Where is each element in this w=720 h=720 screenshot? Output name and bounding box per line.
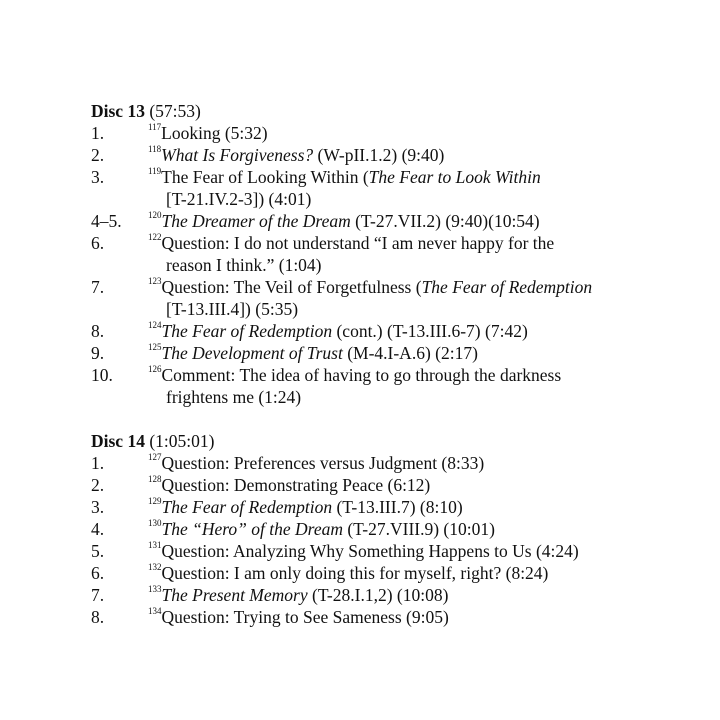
work-title: The Development of Trust — [161, 343, 343, 363]
track-number: 9. — [91, 343, 105, 363]
track-number: 5. — [91, 541, 105, 561]
track-text: [T-21.IV.2-3]) (4:01) — [166, 189, 312, 209]
track-title-line — [148, 166, 691, 188]
track-text: (T-27.VII.2) (9:40)(10:54) — [350, 211, 540, 231]
track-title-line — [148, 540, 691, 562]
track-item — [91, 166, 691, 210]
footnote-marker: 125 — [148, 342, 162, 353]
work-title: The Present Memory — [161, 585, 308, 605]
track-number: 2. — [91, 145, 105, 165]
track-text: Question: Demonstrating Peace (6:12) — [161, 475, 431, 495]
footnote-marker: 132 — [148, 562, 162, 573]
footnote-marker: 131 — [148, 540, 162, 551]
footnote-marker: 124 — [148, 320, 162, 331]
work-title: What Is Forgiveness? — [161, 145, 314, 165]
track-number: 10. — [91, 365, 113, 385]
footnote-marker: 120 — [148, 210, 162, 221]
disc-duration: (57:53) — [149, 101, 201, 121]
track-text: Looking (5:32) — [161, 123, 268, 143]
track-title-continuation — [148, 386, 691, 408]
footnote-marker: 122 — [148, 232, 162, 243]
track-number: 2. — [91, 475, 105, 495]
track-text: Question: The Veil of Forgetfulness ( — [161, 277, 422, 297]
footnote-marker: 117 — [148, 122, 162, 133]
track-title-line — [148, 452, 691, 474]
track-text: Question: Preferences versus Judgment (8:33) — [161, 453, 485, 473]
footnote-marker: 133 — [148, 584, 162, 595]
track-text: (T-27.VIII.9) (10:01) — [342, 519, 495, 539]
track-number: 7. — [91, 277, 105, 297]
track-item — [91, 364, 691, 408]
track-text: [T-13.III.4]) (5:35) — [166, 299, 299, 319]
track-title-line — [148, 232, 691, 254]
track-number: 1. — [91, 453, 105, 473]
track-number: 7. — [91, 585, 105, 605]
track-text: Comment: The idea of having to go through the darkness — [161, 365, 562, 385]
work-title: The Fear to Look Within — [368, 167, 541, 187]
track-title-line — [148, 342, 691, 364]
track-text: Question: Trying to See Sameness (9:05) — [161, 607, 449, 627]
track-number: 8. — [91, 321, 105, 341]
track-item — [91, 474, 691, 496]
footnote-marker: 119 — [148, 166, 162, 177]
disc-heading — [91, 430, 691, 452]
footnote-marker: 127 — [148, 452, 162, 463]
track-item — [91, 606, 691, 628]
track-item — [91, 540, 691, 562]
track-title-continuation — [148, 254, 691, 276]
track-number: 3. — [91, 167, 105, 187]
track-title-line — [148, 320, 691, 342]
work-title: The Fear of Redemption — [161, 321, 333, 341]
track-number: 6. — [91, 563, 105, 583]
track-title-line — [148, 496, 691, 518]
track-list — [91, 452, 691, 628]
track-item — [91, 122, 691, 144]
track-title-continuation — [148, 188, 691, 210]
track-text: (W-pII.1.2) (9:40) — [313, 145, 445, 165]
track-item — [91, 276, 691, 320]
footnote-marker: 123 — [148, 276, 162, 287]
disc-heading — [91, 100, 691, 122]
disc-duration: (1:05:01) — [149, 431, 215, 451]
track-number: 4. — [91, 519, 105, 539]
footnote-marker: 118 — [148, 144, 162, 155]
footnote-marker: 128 — [148, 474, 162, 485]
disc-label: Disc 14 — [91, 431, 145, 451]
work-title: The Dreamer of the Dream — [161, 211, 351, 231]
track-item — [91, 320, 691, 342]
work-title: The Fear of Redemption — [421, 277, 593, 297]
track-title-line — [148, 364, 691, 386]
disc-section — [91, 100, 691, 408]
track-item — [91, 562, 691, 584]
track-title-line — [148, 584, 691, 606]
track-item — [91, 342, 691, 364]
track-number: 6. — [91, 233, 105, 253]
track-text: Question: Analyzing Why Something Happens to Us (4:24) — [161, 541, 579, 561]
track-item — [91, 144, 691, 166]
track-item — [91, 584, 691, 606]
track-list — [91, 122, 691, 408]
track-text: Question: I am only doing this for myself, right? (8:24) — [161, 563, 549, 583]
track-item — [91, 452, 691, 474]
track-title-line — [148, 518, 691, 540]
track-item — [91, 232, 691, 276]
track-listing — [91, 100, 691, 628]
footnote-marker: 126 — [148, 364, 162, 375]
track-title-line — [148, 276, 691, 298]
track-item — [91, 210, 691, 232]
track-text: Question: I do not understand “I am never happy for the — [161, 233, 555, 253]
track-number: 1. — [91, 123, 105, 143]
disc-section — [91, 430, 691, 628]
track-title-line — [148, 210, 691, 232]
track-number: 3. — [91, 497, 105, 517]
track-text: reason I think.” (1:04) — [166, 255, 322, 275]
track-text: The Fear of Looking Within ( — [161, 167, 369, 187]
track-number: 4–5. — [91, 211, 122, 231]
work-title: The Fear of Redemption — [161, 497, 333, 517]
footnote-marker: 130 — [148, 518, 162, 529]
track-item — [91, 518, 691, 540]
track-title-line — [148, 562, 691, 584]
track-text: (T-13.III.7) (8:10) — [332, 497, 463, 517]
work-title: The “Hero” of the Dream — [161, 519, 343, 539]
track-title-line — [148, 122, 691, 144]
track-number: 8. — [91, 607, 105, 627]
track-item — [91, 496, 691, 518]
track-text: frightens me (1:24) — [166, 387, 302, 407]
track-text: (M-4.I-A.6) (2:17) — [342, 343, 478, 363]
track-title-continuation — [148, 298, 691, 320]
track-title-line — [148, 606, 691, 628]
disc-label: Disc 13 — [91, 101, 145, 121]
footnote-marker: 129 — [148, 496, 162, 507]
track-text: (T-28.I.1,2) (10:08) — [307, 585, 449, 605]
footnote-marker: 134 — [148, 606, 162, 617]
track-title-line — [148, 474, 691, 496]
track-text: (cont.) (T-13.III.6-7) (7:42) — [332, 321, 528, 341]
track-title-line — [148, 144, 691, 166]
